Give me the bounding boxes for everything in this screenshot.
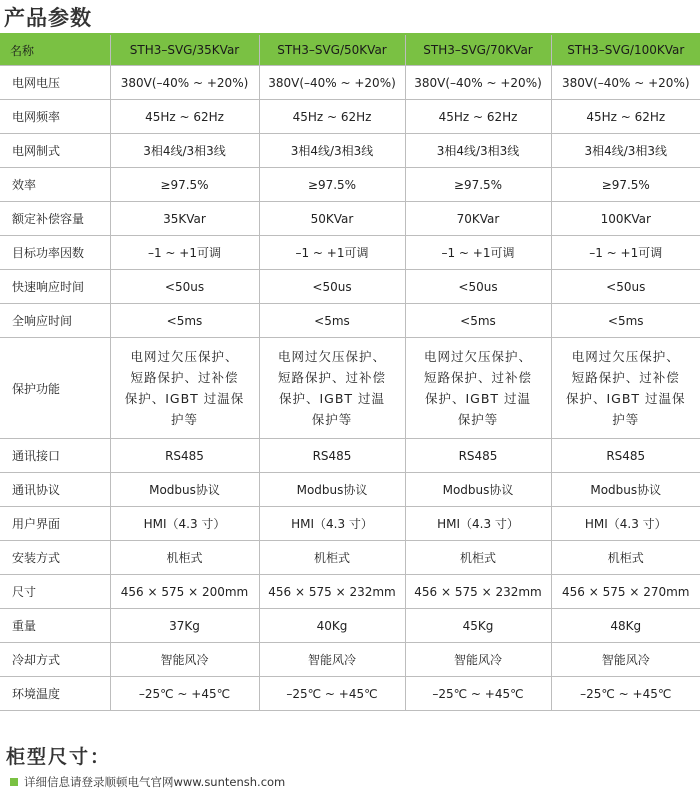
spec-cell [551,66,700,100]
table-header-row [0,35,700,66]
spec-cell [551,541,700,575]
spec-cell [551,134,700,168]
spec-value: –25℃ ~ +45℃ [580,686,672,701]
spec-cell [405,66,551,100]
spec-value: ≥97.5% [160,177,209,192]
table-row [0,168,700,202]
spec-cell [551,168,700,202]
spec-cell [110,439,259,473]
spec-value: <5ms [166,313,203,328]
row-label: 通讯接口 [0,439,110,473]
spec-value: –25℃ ~ +45℃ [286,686,378,701]
spec-cell [110,541,259,575]
spec-value: 380V(–40% ~ +20%) [561,75,690,90]
table-row [0,473,700,507]
spec-value: 45Hz ~ 62Hz [292,109,372,124]
spec-cell [405,643,551,677]
spec-value: 电网过欠压保护、短路保护、过补偿保护、IGBT 过温保护等 [124,349,245,427]
spec-cell [259,643,405,677]
row-label: 用户界面 [0,507,110,541]
spec-value: –1 ~ +1可调 [441,246,515,260]
spec-value: 35KVar [163,211,206,226]
spec-cell [405,338,551,439]
spec-cell [259,304,405,338]
spec-value: 机柜式 [607,551,644,565]
spec-cell [405,609,551,643]
spec-cell [110,270,259,304]
spec-table [0,35,700,711]
table-row [0,541,700,575]
spec-cell [551,338,700,439]
spec-value: HMI（4.3 寸） [143,517,226,531]
spec-value: ≥97.5% [453,177,503,192]
table-row [0,507,700,541]
spec-value: –25℃ ~ +45℃ [138,686,231,701]
spec-cell [259,541,405,575]
spec-value: 48Kg [610,618,642,633]
spec-cell [110,643,259,677]
spec-cell [405,575,551,609]
spec-value: 45Hz ~ 62Hz [438,109,518,124]
spec-value: <50us [312,279,352,294]
spec-cell [110,609,259,643]
spec-cell [110,338,259,439]
spec-cell [110,202,259,236]
spec-value: 456 × 575 × 232mm [414,584,542,599]
spec-cell [551,677,700,711]
row-label: 安装方式 [0,541,110,575]
page-title: 产品参数 [4,6,92,30]
spec-value: 3相4线/3相3线 [143,144,226,158]
row-label: 额定补偿容量 [0,202,110,236]
spec-value: 45Hz ~ 62Hz [145,109,224,124]
spec-value: 电网过欠压保护、短路保护、过补偿保护、IGBT 过温保护等 [565,349,686,427]
spec-value: 机柜式 [459,551,496,565]
spec-value: 456 × 575 × 200mm [120,584,249,599]
spec-value: 3相4线/3相3线 [290,144,374,158]
spec-cell [405,507,551,541]
header-model: STH3–SVG/35KVar [110,35,259,66]
row-label: 冷却方式 [0,643,110,677]
spec-cell [551,304,700,338]
spec-cell [551,100,700,134]
header-name: 名称 [0,35,110,66]
table-row [0,134,700,168]
row-label: 保护功能 [0,338,110,439]
spec-cell [259,677,405,711]
table-row [0,609,700,643]
spec-value: 智能风冷 [307,653,356,667]
spec-value: <50us [606,279,646,294]
spec-value: 45Hz ~ 62Hz [586,109,666,124]
spec-value: 456 × 575 × 270mm [562,584,690,599]
spec-cell [110,66,259,100]
spec-cell [405,473,551,507]
spec-value: <5ms [607,313,644,328]
spec-cell [259,100,405,134]
spec-cell [259,575,405,609]
spec-cell [405,270,551,304]
spec-cell [110,575,259,609]
spec-value: RS485 [606,448,646,463]
spec-cell [259,134,405,168]
spec-value: Modbus协议 [442,483,514,497]
spec-cell [259,202,405,236]
bullet-square-icon [10,778,18,786]
spec-cell [110,168,259,202]
spec-cell [405,202,551,236]
spec-cell [551,202,700,236]
spec-cell [110,473,259,507]
table-row [0,439,700,473]
table-row [0,677,700,711]
row-label: 全响应时间 [0,304,110,338]
spec-value: <50us [458,279,498,294]
header-model: STH3–SVG/70KVar [405,35,551,66]
row-label: 尺寸 [0,575,110,609]
spec-cell [259,168,405,202]
spec-value: 70KVar [456,211,500,226]
spec-value: 智能风冷 [160,653,209,667]
spec-value: Modbus协议 [296,483,368,497]
spec-cell [110,236,259,270]
spec-cell [551,507,700,541]
cabinet-size-heading: 柜型尺寸： [6,746,112,768]
row-label: 目标功率因数 [0,236,110,270]
spec-cell [259,236,405,270]
spec-cell [405,134,551,168]
row-label: 电网频率 [0,100,110,134]
spec-cell [405,236,551,270]
spec-value: 380V(–40% ~ +20%) [414,75,542,90]
row-label: 通讯协议 [0,473,110,507]
table-row [0,236,700,270]
table-row [0,643,700,677]
header-model: STH3–SVG/100KVar [551,35,700,66]
row-label: 效率 [0,168,110,202]
spec-value: HMI（4.3 寸） [437,517,519,531]
spec-value: –1 ~ +1可调 [147,246,221,260]
spec-value: 3相4线/3相3线 [584,144,668,158]
spec-cell [405,168,551,202]
spec-value: 380V(–40% ~ +20%) [120,75,249,90]
table-row [0,270,700,304]
spec-value: ≥97.5% [307,177,357,192]
spec-cell [405,304,551,338]
spec-value: 智能风冷 [453,653,502,667]
spec-cell [259,338,405,439]
footnote-text: 详细信息请登录顺顿电气官网www.suntensh.com [24,775,286,789]
spec-cell [259,270,405,304]
spec-value: HMI（4.3 寸） [584,517,667,531]
spec-cell [110,507,259,541]
header-model: STH3–SVG/50KVar [259,35,405,66]
spec-value: ≥97.5% [601,177,650,192]
row-label: 电网电压 [0,66,110,100]
table-body [0,66,700,711]
spec-value: <5ms [460,313,496,328]
spec-cell [551,609,700,643]
spec-cell [405,677,551,711]
spec-value: 45Kg [462,618,494,633]
spec-cell [259,439,405,473]
spec-value: 电网过欠压保护、短路保护、过补偿保护、IGBT 过温保护等 [423,349,532,427]
spec-cell [259,66,405,100]
spec-value: <5ms [314,313,350,328]
spec-cell [405,439,551,473]
spec-cell [259,609,405,643]
spec-value: 380V(–40% ~ +20%) [268,75,396,90]
spec-value: 智能风冷 [601,653,650,667]
spec-cell [110,100,259,134]
spec-value: 37Kg [169,618,200,633]
row-label: 快速响应时间 [0,270,110,304]
spec-cell [551,643,700,677]
table-row [0,100,700,134]
table-row [0,575,700,609]
spec-value: HMI（4.3 寸） [291,517,373,531]
table-row [0,202,700,236]
spec-cell [405,541,551,575]
spec-value: RS485 [312,448,352,463]
spec-cell [551,439,700,473]
spec-value: 机柜式 [166,551,203,565]
spec-value: 机柜式 [313,551,350,565]
table-row [0,338,700,439]
spec-cell [110,677,259,711]
spec-value: Modbus协议 [590,483,662,497]
spec-value: 100KVar [600,211,651,226]
spec-cell [551,575,700,609]
spec-cell [551,270,700,304]
spec-cell [259,473,405,507]
spec-value: RS485 [458,448,498,463]
spec-cell [259,507,405,541]
spec-value: 3相4线/3相3线 [436,144,520,158]
spec-value: –1 ~ +1可调 [589,246,663,260]
spec-value: <50us [164,279,205,294]
spec-value: –25℃ ~ +45℃ [432,686,524,701]
spec-value: 50KVar [310,211,354,226]
spec-cell [110,304,259,338]
website-footnote [10,774,285,790]
row-label: 重量 [0,609,110,643]
spec-cell [405,100,551,134]
row-label: 电网制式 [0,134,110,168]
row-label: 环境温度 [0,677,110,711]
spec-value: –1 ~ +1可调 [295,246,369,260]
spec-cell [551,473,700,507]
spec-value: 电网过欠压保护、短路保护、过补偿保护、IGBT 过温保护等 [277,349,386,427]
spec-value: 456 × 575 × 232mm [268,584,396,599]
spec-value: 40Kg [316,618,348,633]
table-row [0,66,700,100]
spec-cell [110,134,259,168]
table-row [0,304,700,338]
spec-value: RS485 [165,448,204,463]
spec-cell [551,236,700,270]
spec-value: Modbus协议 [149,483,220,497]
